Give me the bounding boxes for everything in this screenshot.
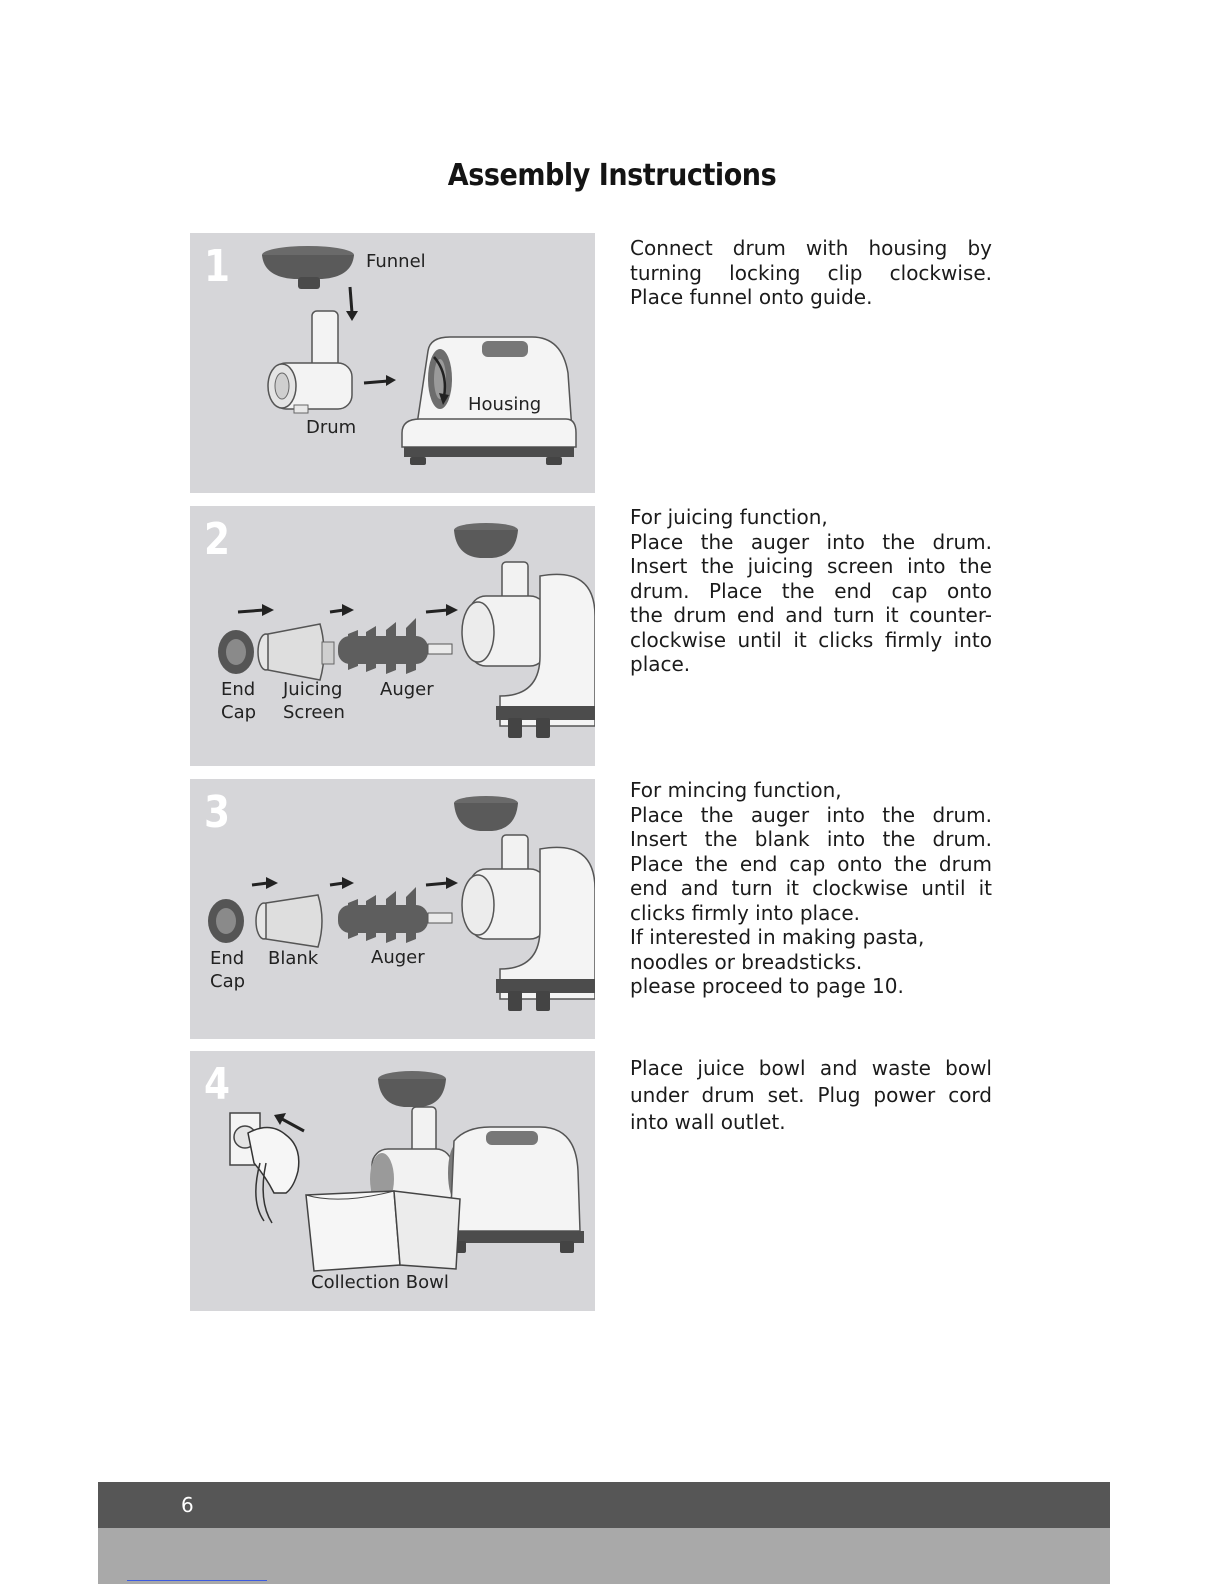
step-4-text xyxy=(630,1055,992,1136)
step-number: 1 xyxy=(204,241,231,292)
label-end-cap xyxy=(221,678,256,724)
text-line: Place funnel onto guide. xyxy=(630,285,873,309)
label-line: Cap xyxy=(210,971,246,992)
step-2-illustration xyxy=(190,506,595,766)
label-juicing-screen xyxy=(283,678,345,724)
page-title: Assembly Instructions xyxy=(447,158,777,193)
page-number: 6 xyxy=(181,1493,194,1517)
text-line: Place the auger into the drum. xyxy=(630,529,992,554)
step-4-illustration xyxy=(190,1051,595,1311)
text-line: Place juice bowl and waste bowl xyxy=(630,1056,992,1080)
label-line: End xyxy=(221,679,256,700)
step-number: 2 xyxy=(204,514,231,565)
text-line: end and turn it clockwise until it xyxy=(630,876,992,900)
label-line: Cap xyxy=(221,702,257,723)
text-line: Insert the blank into the drum. xyxy=(630,827,992,851)
text-line: Connect drum with housing by xyxy=(630,236,992,260)
step-1-text xyxy=(630,236,992,310)
text-line: into wall outlet. xyxy=(630,1110,786,1134)
text-line: noodles or breadsticks. xyxy=(630,949,863,974)
label-auger: Auger xyxy=(371,947,425,968)
text-line: the drum end and turn it counter- xyxy=(630,603,992,627)
step-3-drawing xyxy=(190,779,595,1039)
step-3-text xyxy=(630,778,992,999)
text-line: Insert the juicing screen into the xyxy=(630,554,992,578)
text-line: If interested in making pasta, xyxy=(630,925,925,949)
step-2-text xyxy=(630,505,992,677)
step-1-illustration xyxy=(190,233,595,493)
text-line: please proceed to page 10. xyxy=(630,974,904,998)
text-line: place. xyxy=(630,652,691,676)
label-end-cap xyxy=(210,947,245,993)
label-collection-bowl: Collection Bowl xyxy=(311,1272,449,1293)
label-line: Screen xyxy=(283,702,345,723)
label-housing: Housing xyxy=(468,394,542,415)
text-line: clicks firmly into place. xyxy=(630,900,860,925)
step-number: 3 xyxy=(204,787,231,838)
label-funnel: Funnel xyxy=(366,251,426,272)
footer-link[interactable] xyxy=(127,1580,267,1581)
label-drum: Drum xyxy=(306,417,357,438)
step-number: 4 xyxy=(204,1059,231,1110)
text-line: Place the end cap onto the drum xyxy=(630,851,992,876)
label-blank: Blank xyxy=(268,948,319,969)
text-line: Place the auger into the drum. xyxy=(630,802,992,827)
text-line: under drum set. Plug power cord xyxy=(630,1083,992,1107)
text-line: For mincing function, xyxy=(630,778,842,802)
label-line: Juicing xyxy=(283,679,343,700)
text-line: clockwise until it clicks firmly into xyxy=(630,627,992,652)
step-2-drawing xyxy=(190,506,595,766)
text-line: drum. Place the end cap onto xyxy=(630,578,992,603)
text-line: For juicing function, xyxy=(630,505,828,529)
footer-band xyxy=(98,1528,1110,1584)
footer-bar xyxy=(98,1482,1110,1528)
text-line: turning locking clip clockwise. xyxy=(630,260,992,285)
label-line: End xyxy=(210,948,245,969)
label-auger: Auger xyxy=(380,679,434,700)
step-3-illustration xyxy=(190,779,595,1039)
